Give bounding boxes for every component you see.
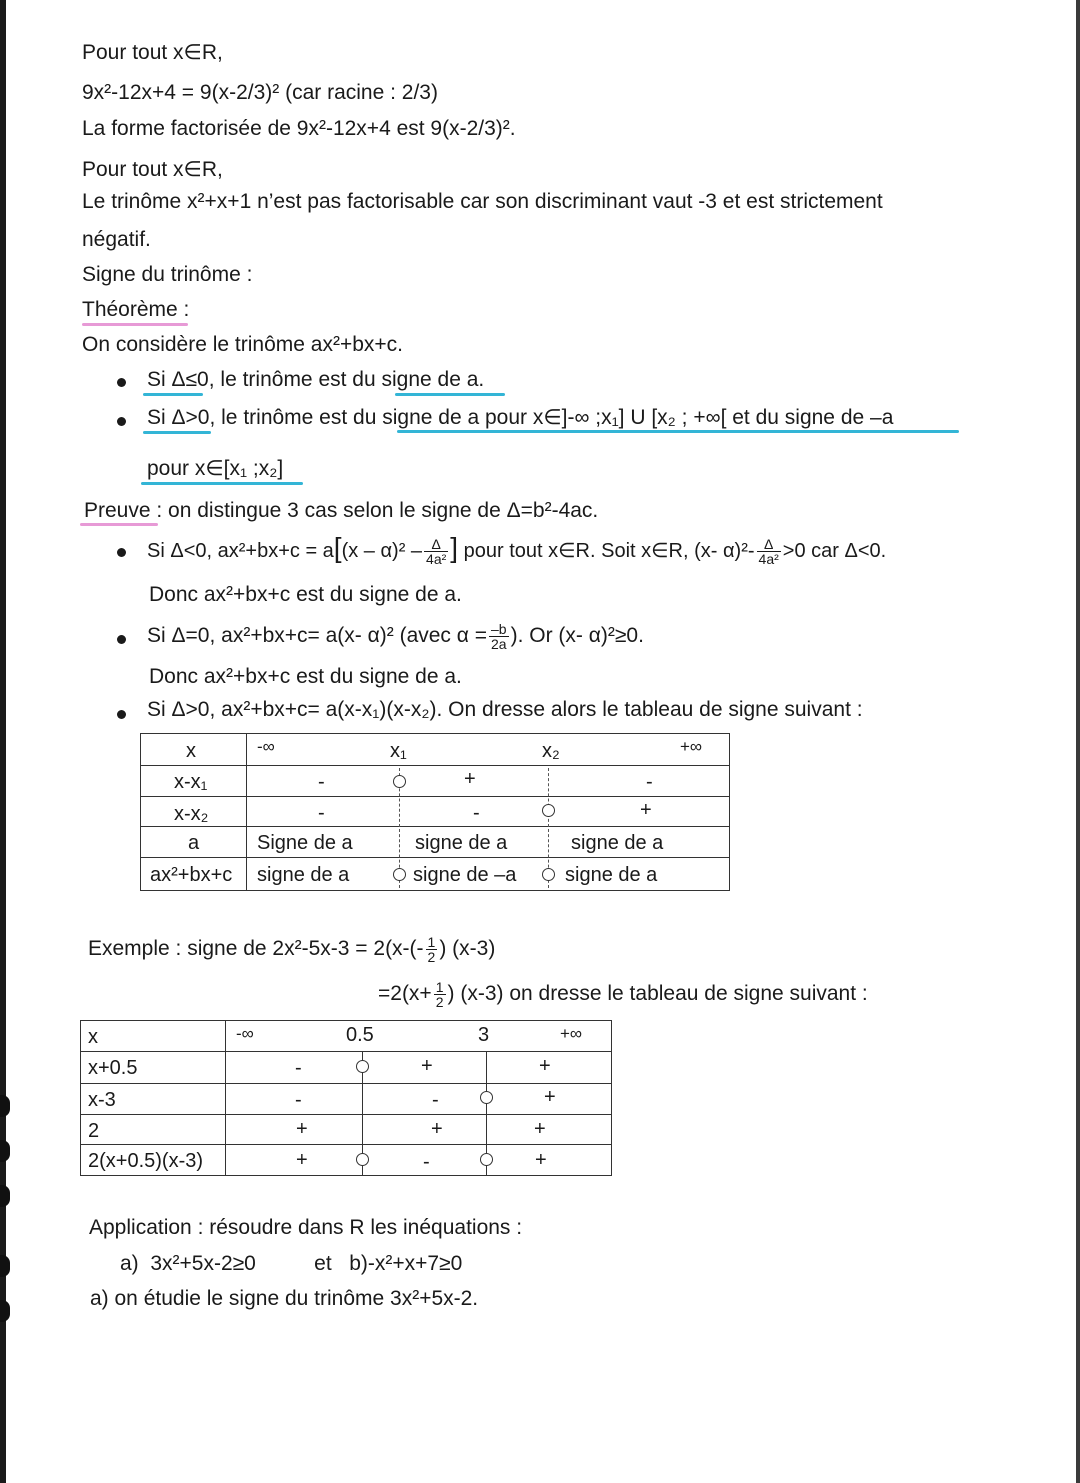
bullet [117, 378, 126, 387]
table-cell: + [534, 1118, 546, 1140]
table-cell: signe de a [415, 832, 508, 854]
theorem-case-2: Si Δ>0, le trinôme est du signe de a pour x∈]-∞ ;x₁] U [x₂ ; +∞[ et du signe de –a [147, 406, 894, 429]
table-cell: - [646, 771, 653, 793]
example-line: Exemple : signe de 2x²-5x-3 = 2(x-(- $\frac{1}{2}$ ) (x-3) [88, 934, 496, 965]
theorem-heading: Théorème : [82, 298, 190, 321]
table-row-label: x-3 [88, 1089, 116, 1111]
table-cell: + [431, 1118, 443, 1140]
table-header: 3 [478, 1024, 490, 1046]
zero-marker [393, 775, 406, 788]
text-line: Donc ax²+bx+c est du signe de a. [149, 583, 462, 606]
table-header: +∞ [680, 737, 703, 756]
application-step: a) on étudie le signe du trinôme 3x²+5x-2. [90, 1287, 479, 1310]
zero-marker [480, 1091, 493, 1104]
table-row-label: a [188, 832, 200, 854]
application-heading: Application : résoudre dans R les inéquations : [89, 1216, 523, 1239]
bullet [117, 417, 126, 426]
zero-marker [542, 868, 555, 881]
text-line: 9x²-12x+4 = 9(x-2/3)² (car racine : 2/3) [82, 81, 438, 104]
table-header-x: x [88, 1026, 98, 1048]
binding-hole [0, 1095, 10, 1117]
text-line: Pour tout x∈R, [82, 158, 223, 181]
table-cell: + [421, 1055, 433, 1077]
table-cell: signe de a [571, 832, 664, 854]
table-cell: signe de a [257, 864, 350, 886]
highlight-underline [397, 430, 959, 433]
text-line: Donc ax²+bx+c est du signe de a. [149, 665, 462, 688]
table-row-label: x+0.5 [88, 1057, 138, 1079]
page-edge [1076, 0, 1080, 1483]
table-row-label: x-x₁ [174, 771, 208, 793]
binding-hole [0, 1140, 10, 1162]
zero-marker [480, 1153, 493, 1166]
table-cell: + [535, 1149, 547, 1171]
zero-marker [356, 1153, 369, 1166]
table-cell: signe de a [565, 864, 658, 886]
zero-marker [542, 804, 555, 817]
binding-hole [0, 1185, 10, 1207]
bullet [117, 710, 126, 719]
proof-line: Preuve : on distingue 3 cas selon le signe de Δ=b²-4ac. [84, 499, 599, 522]
proof-case-3: Si Δ>0, ax²+bx+c= a(x-x₁)(x-x₂). On dresse alors le tableau de signe suivant : [147, 698, 863, 721]
table-cell: - [318, 802, 325, 824]
table-cell: - [295, 1057, 302, 1079]
table-row-label: 2(x+0.5)(x-3) [88, 1150, 204, 1172]
example-line: =2(x+ $\frac{1}{2}$ ) (x-3) on dresse le tableau de signe suivant : [378, 979, 868, 1010]
table-cell: + [296, 1118, 308, 1140]
text-line: La forme factorisée de 9x²-12x+4 est 9(x-2/3)². [82, 117, 516, 140]
table-row-label: x-x₂ [174, 803, 209, 825]
theorem-case-1: Si Δ≤0, le trinôme est du signe de a. [147, 368, 485, 391]
text-line: Signe du trinôme : [82, 263, 253, 286]
table-row-label: ax²+bx+c [150, 864, 233, 886]
table-header: x₁ [390, 740, 407, 762]
table-cell: Signe de a [257, 832, 353, 854]
table-cell: - [423, 1151, 430, 1173]
proof-word: Preuve [84, 499, 151, 522]
table-cell: - [473, 802, 480, 824]
bullet [117, 548, 126, 557]
table-header: 0.5 [346, 1024, 374, 1046]
table-cell: + [544, 1086, 556, 1108]
binding-hole [0, 1255, 10, 1277]
highlight-underline [395, 393, 505, 396]
table-divider [246, 733, 247, 891]
text-line: Le trinôme x²+x+1 n’est pas factorisable car son discriminant vaut -3 et est strictement [82, 190, 883, 213]
table-cell: - [432, 1089, 439, 1111]
highlight-underline [80, 523, 158, 526]
table-cell: - [318, 771, 325, 793]
highlight-underline [141, 482, 303, 485]
highlight-underline [82, 323, 188, 326]
binding-hole [0, 1300, 10, 1322]
table-header: x₂ [542, 740, 560, 762]
table-cell: + [539, 1055, 551, 1077]
bullet [117, 635, 126, 644]
table-cell: + [296, 1149, 308, 1171]
table-cell: - [295, 1089, 302, 1111]
table-row-label: 2 [88, 1120, 100, 1142]
highlight-underline [143, 431, 211, 434]
proof-case-2: Si Δ=0, ax²+bx+c= a(x- α)² (avec α = $\frac{-b}{2a}$ ). Or (x- α)²≥0. [147, 621, 644, 652]
table-header: -∞ [257, 737, 275, 756]
table-header: -∞ [236, 1024, 254, 1043]
table-header: +∞ [560, 1024, 583, 1043]
text-line: négatif. [82, 228, 151, 251]
application-items: a) 3x²+5x-2≥0 et b)-x²+x+7≥0 [120, 1252, 463, 1275]
table-cell: + [464, 768, 476, 790]
table-header-x: x [186, 740, 196, 762]
zero-marker [393, 868, 406, 881]
theorem-case-2-cont: pour x∈[x₁ ;x₂] [147, 457, 284, 480]
highlight-underline [143, 393, 203, 396]
text-line: On considère le trinôme ax²+bx+c. [82, 333, 403, 356]
text-line: Pour tout x∈R, [82, 41, 223, 64]
zero-marker [356, 1060, 369, 1073]
proof-case-1: Si Δ<0, ax²+bx+c = a[(x – α)² – $\frac{\Delta}{\text{4a²}}$ ] pour tout x∈R. Soit x∈R, (x- α)²- $\frac{\Delta}{\text{4a²}}$ >0 car Δ<0. [147, 532, 887, 568]
table-cell: + [640, 799, 652, 821]
table-cell: signe de –a [413, 864, 517, 886]
